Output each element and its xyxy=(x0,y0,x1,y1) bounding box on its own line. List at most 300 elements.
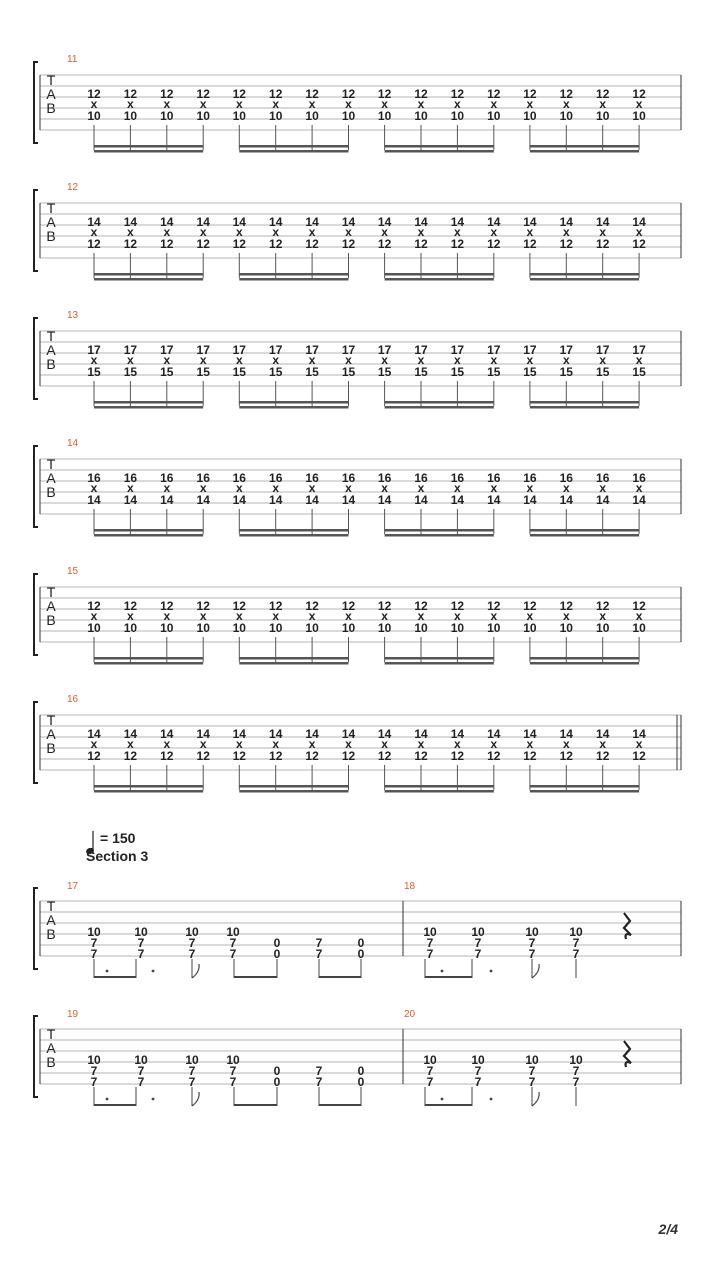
fret-number: 12 xyxy=(196,237,210,251)
tab-clef-letter: T xyxy=(46,584,56,600)
fret-number: 12 xyxy=(305,237,319,251)
dead-note: x xyxy=(90,481,98,495)
fret-number: 12 xyxy=(123,749,138,763)
dead-note: x xyxy=(599,609,607,623)
dead-note: x xyxy=(199,737,207,751)
beam xyxy=(94,273,203,276)
fret-number: 12 xyxy=(596,749,610,763)
fret-number: 17 xyxy=(559,343,573,357)
tab-clef-letter: A xyxy=(46,1040,56,1056)
fret-number: 12 xyxy=(341,599,356,613)
dead-note: x xyxy=(127,353,134,367)
fret-number: 14 xyxy=(305,215,319,229)
dead-note: x xyxy=(635,737,643,751)
dead-note: x xyxy=(526,609,534,623)
fret-number: 14 xyxy=(632,215,646,229)
beam xyxy=(385,278,494,281)
fret-number: 7 xyxy=(188,1075,196,1089)
tab-clef-letter: A xyxy=(46,470,56,486)
beam xyxy=(385,790,494,793)
fret-number: 14 xyxy=(377,215,392,229)
tab-clef-letter: B xyxy=(46,740,56,756)
fret-number: 7 xyxy=(315,936,323,950)
beam xyxy=(530,406,639,409)
dead-note: x xyxy=(308,737,316,751)
system-bracket xyxy=(34,318,38,399)
fret-number: 10 xyxy=(450,109,465,123)
fret-number: 10 xyxy=(87,621,101,635)
beam xyxy=(425,976,472,978)
dead-note: x xyxy=(490,737,498,751)
fret-number: 16 xyxy=(377,471,392,485)
fret-number: 12 xyxy=(596,599,610,613)
dead-note: x xyxy=(345,609,352,623)
fret-number: 10 xyxy=(471,925,485,939)
fret-number: 10 xyxy=(160,621,174,635)
fret-number: 12 xyxy=(160,237,174,251)
beam xyxy=(94,150,203,153)
beam xyxy=(530,785,639,788)
fret-number: 16 xyxy=(341,471,356,485)
dead-note: x xyxy=(127,737,134,751)
fret-number: 17 xyxy=(87,343,101,357)
fret-number: 14 xyxy=(196,215,210,229)
fret-number: 10 xyxy=(596,109,610,123)
fret-number: 7 xyxy=(229,1075,237,1089)
dead-note: x xyxy=(417,609,425,623)
fret-number: 17 xyxy=(305,343,319,357)
fret-number: 17 xyxy=(414,343,428,357)
dead-note: x xyxy=(345,737,352,751)
fret-number: 7 xyxy=(229,1064,237,1078)
fret-number: 14 xyxy=(269,215,283,229)
dead-note: x xyxy=(235,225,243,239)
fret-number: 0 xyxy=(357,1064,365,1078)
fret-number: 10 xyxy=(87,109,101,123)
fret-number: 10 xyxy=(569,1053,583,1067)
fret-number: 12 xyxy=(487,87,501,101)
fret-number: 14 xyxy=(523,493,537,507)
beam xyxy=(94,662,203,665)
fret-number: 12 xyxy=(232,87,246,101)
dead-note: x xyxy=(454,353,461,367)
fret-number: 7 xyxy=(90,1064,98,1078)
fret-number: 10 xyxy=(185,1053,199,1067)
dead-note: x xyxy=(490,609,498,623)
dead-note: x xyxy=(490,481,498,495)
fret-number: 12 xyxy=(269,237,283,251)
dead-note: x xyxy=(417,97,425,111)
beam xyxy=(94,1104,136,1106)
fret-number: 12 xyxy=(305,749,319,763)
fret-number: 14 xyxy=(377,727,392,741)
fret-number: 10 xyxy=(269,621,283,635)
fret-number: 7 xyxy=(572,947,580,961)
beam xyxy=(385,401,494,404)
fret-number: 7 xyxy=(572,1064,580,1078)
fret-number: 12 xyxy=(160,749,174,763)
dead-note: x xyxy=(163,481,171,495)
fret-number: 12 xyxy=(523,87,537,101)
beam xyxy=(94,790,203,793)
fret-number: 14 xyxy=(196,727,210,741)
fret-number: 10 xyxy=(632,621,646,635)
dead-note: x xyxy=(163,353,171,367)
fret-number: 16 xyxy=(487,471,501,485)
dead-note: x xyxy=(599,481,607,495)
fret-number: 14 xyxy=(632,727,646,741)
tab-system xyxy=(34,182,681,281)
fret-number: 10 xyxy=(423,1053,437,1067)
dead-note: x xyxy=(599,97,607,111)
beam xyxy=(530,657,639,660)
fret-number: 0 xyxy=(273,947,281,961)
fret-number: 7 xyxy=(315,1064,323,1078)
dead-note: x xyxy=(417,353,425,367)
fret-number: 14 xyxy=(487,727,501,741)
fret-number: 7 xyxy=(137,936,145,950)
fret-number: 14 xyxy=(341,727,356,741)
fret-number: 10 xyxy=(305,621,319,635)
fret-number: 7 xyxy=(474,1064,482,1078)
tab-system xyxy=(34,310,681,409)
fret-number: 16 xyxy=(450,471,465,485)
fret-number: 14 xyxy=(269,727,283,741)
fret-number: 15 xyxy=(269,365,283,379)
dot xyxy=(441,970,444,973)
fret-number: 14 xyxy=(232,215,246,229)
fret-number: 17 xyxy=(377,343,392,357)
dead-note: x xyxy=(308,481,316,495)
tab-system xyxy=(34,1009,681,1106)
tab-clef-letter: A xyxy=(46,598,56,614)
beam xyxy=(530,662,639,665)
tab-clef-letter: B xyxy=(46,228,56,244)
tab-clef-letter: A xyxy=(46,214,56,230)
dead-note: x xyxy=(417,225,425,239)
measure-number: 18 xyxy=(404,881,416,892)
fret-number: 7 xyxy=(188,1064,196,1078)
dead-note: x xyxy=(199,225,207,239)
beam xyxy=(385,150,494,153)
fret-number: 15 xyxy=(559,365,573,379)
fret-number: 10 xyxy=(632,109,646,123)
fret-number: 14 xyxy=(341,215,356,229)
fret-number: 14 xyxy=(559,727,573,741)
fret-number: 10 xyxy=(487,621,501,635)
beam xyxy=(239,662,348,665)
system-bracket xyxy=(34,190,38,271)
dead-note: x xyxy=(345,353,352,367)
fret-number: 14 xyxy=(123,493,138,507)
quarter-rest-icon xyxy=(624,913,631,939)
tab-system xyxy=(34,438,681,537)
dead-note: x xyxy=(90,609,98,623)
dead-note: x xyxy=(562,609,570,623)
tab-clef-letter: T xyxy=(46,712,56,728)
fret-number: 14 xyxy=(341,493,356,507)
fret-number: 7 xyxy=(528,936,536,950)
dead-note: x xyxy=(235,97,243,111)
fret-number: 7 xyxy=(528,1075,536,1089)
fret-number: 12 xyxy=(123,87,138,101)
fret-number: 15 xyxy=(232,365,246,379)
fret-number: 7 xyxy=(229,947,237,961)
fret-number: 16 xyxy=(269,471,283,485)
fret-number: 7 xyxy=(572,936,580,950)
beam xyxy=(94,785,203,788)
beam xyxy=(239,273,348,276)
fret-number: 14 xyxy=(377,493,392,507)
fret-number: 12 xyxy=(196,749,210,763)
fret-number: 7 xyxy=(528,947,536,961)
fret-number: 0 xyxy=(273,936,281,950)
dead-note: x xyxy=(308,97,316,111)
fret-number: 14 xyxy=(160,727,174,741)
dead-note: x xyxy=(417,481,425,495)
measure-number: 20 xyxy=(404,1009,416,1020)
fret-number: 15 xyxy=(487,365,501,379)
fret-number: 10 xyxy=(196,109,210,123)
fret-number: 12 xyxy=(305,87,319,101)
measure-number: 15 xyxy=(67,566,79,577)
dead-note: x xyxy=(163,609,171,623)
fret-number: 10 xyxy=(305,109,319,123)
dead-note: x xyxy=(272,737,280,751)
fret-number: 17 xyxy=(160,343,174,357)
fret-number: 12 xyxy=(87,87,101,101)
fret-number: 10 xyxy=(226,925,240,939)
tab-clef-letter: B xyxy=(46,356,56,372)
beam xyxy=(239,401,348,404)
fret-number: 10 xyxy=(269,109,283,123)
beam xyxy=(530,150,639,153)
note-flag xyxy=(192,964,199,978)
fret-number: 12 xyxy=(632,599,646,613)
fret-number: 10 xyxy=(523,109,537,123)
dead-note: x xyxy=(635,481,643,495)
fret-number: 12 xyxy=(123,599,138,613)
beam xyxy=(530,401,639,404)
tab-clef-letter: A xyxy=(46,342,56,358)
fret-number: 12 xyxy=(305,599,319,613)
beam xyxy=(234,976,277,978)
fret-number: 16 xyxy=(414,471,428,485)
dead-note: x xyxy=(454,97,461,111)
fret-number: 12 xyxy=(523,749,537,763)
measure-number: 13 xyxy=(67,310,79,321)
fret-number: 12 xyxy=(559,237,573,251)
fret-number: 10 xyxy=(87,925,101,939)
beam xyxy=(530,145,639,148)
fret-number: 12 xyxy=(232,749,246,763)
fret-number: 14 xyxy=(632,493,646,507)
dead-note: x xyxy=(272,97,280,111)
fret-number: 15 xyxy=(632,365,646,379)
fret-number: 14 xyxy=(269,493,283,507)
fret-number: 10 xyxy=(559,621,573,635)
dead-note: x xyxy=(454,225,461,239)
fret-number: 10 xyxy=(569,925,583,939)
tab-clef-letter: T xyxy=(46,200,56,216)
tab-clef-letter: T xyxy=(46,898,56,914)
beam xyxy=(385,662,494,665)
fret-number: 7 xyxy=(137,1075,145,1089)
fret-number: 12 xyxy=(632,749,646,763)
dead-note: x xyxy=(526,225,534,239)
dead-note: x xyxy=(345,225,352,239)
dead-note: x xyxy=(127,97,134,111)
fret-number: 7 xyxy=(474,936,482,950)
fret-number: 14 xyxy=(196,493,210,507)
fret-number: 10 xyxy=(134,925,148,939)
fret-number: 10 xyxy=(525,925,539,939)
fret-number: 10 xyxy=(377,621,392,635)
note-flag xyxy=(532,964,539,978)
fret-number: 14 xyxy=(87,215,101,229)
dead-note: x xyxy=(199,481,207,495)
measure-number: 17 xyxy=(67,881,79,892)
fret-number: 12 xyxy=(341,87,356,101)
beam xyxy=(239,278,348,281)
dead-note: x xyxy=(526,737,534,751)
fret-number: 15 xyxy=(87,365,101,379)
fret-number: 15 xyxy=(341,365,356,379)
fret-number: 17 xyxy=(596,343,610,357)
fret-number: 10 xyxy=(377,109,392,123)
fret-number: 16 xyxy=(559,471,573,485)
fret-number: 16 xyxy=(123,471,138,485)
beam xyxy=(94,401,203,404)
dead-note: x xyxy=(272,225,280,239)
dead-note: x xyxy=(562,225,570,239)
fret-number: 12 xyxy=(414,599,428,613)
beam xyxy=(530,273,639,276)
dead-note: x xyxy=(127,225,134,239)
tab-system xyxy=(34,54,681,153)
section-label: Section 3 xyxy=(86,848,149,864)
fret-number: 16 xyxy=(632,471,646,485)
tempo-value: = 150 xyxy=(100,830,136,846)
dead-note: x xyxy=(199,609,207,623)
fret-number: 12 xyxy=(596,87,610,101)
fret-number: 15 xyxy=(523,365,537,379)
dead-note: x xyxy=(562,737,570,751)
fret-number: 10 xyxy=(87,1053,101,1067)
beam xyxy=(385,785,494,788)
beam xyxy=(94,976,136,978)
beam xyxy=(385,145,494,148)
dot xyxy=(490,970,493,973)
fret-number: 12 xyxy=(450,87,465,101)
tab-system xyxy=(34,566,681,665)
system-bracket xyxy=(34,702,38,783)
beam xyxy=(385,534,494,537)
beam xyxy=(239,406,348,409)
fret-number: 15 xyxy=(377,365,392,379)
fret-number: 12 xyxy=(487,749,501,763)
dead-note: x xyxy=(272,609,280,623)
fret-number: 7 xyxy=(90,947,98,961)
fret-number: 12 xyxy=(87,599,101,613)
fret-number: 12 xyxy=(87,237,101,251)
fret-number: 17 xyxy=(341,343,356,357)
fret-number: 12 xyxy=(487,599,501,613)
fret-number: 14 xyxy=(232,493,246,507)
measure-number: 11 xyxy=(67,54,78,65)
fret-number: 7 xyxy=(572,1075,580,1089)
dead-note: x xyxy=(381,353,388,367)
fret-number: 16 xyxy=(87,471,101,485)
fret-number: 16 xyxy=(232,471,246,485)
dead-note: x xyxy=(381,225,388,239)
dead-note: x xyxy=(635,353,643,367)
dead-note: x xyxy=(235,481,243,495)
dead-note: x xyxy=(526,481,534,495)
tab-clef-letter: B xyxy=(46,926,56,942)
system-bracket xyxy=(34,446,38,527)
beam xyxy=(530,534,639,537)
beam xyxy=(385,273,494,276)
dead-note: x xyxy=(272,481,280,495)
dot xyxy=(152,970,155,973)
fret-number: 12 xyxy=(414,749,428,763)
beam xyxy=(319,976,361,978)
beam xyxy=(94,657,203,660)
fret-number: 10 xyxy=(134,1053,148,1067)
dead-note: x xyxy=(235,737,243,751)
dead-note: x xyxy=(381,609,388,623)
tab-clef-letter: T xyxy=(46,456,56,472)
fret-number: 7 xyxy=(137,947,145,961)
fret-number: 14 xyxy=(305,493,319,507)
dead-note: x xyxy=(599,225,607,239)
fret-number: 14 xyxy=(232,727,246,741)
fret-number: 10 xyxy=(423,925,437,939)
fret-number: 17 xyxy=(232,343,246,357)
fret-number: 10 xyxy=(450,621,465,635)
fret-number: 12 xyxy=(377,237,392,251)
fret-number: 15 xyxy=(596,365,610,379)
fret-number: 12 xyxy=(523,599,537,613)
dead-note: x xyxy=(562,481,570,495)
dead-note: x xyxy=(454,737,461,751)
dot xyxy=(441,1098,444,1101)
fret-number: 17 xyxy=(196,343,210,357)
tab-clef-letter: B xyxy=(46,1054,56,1070)
fret-number: 12 xyxy=(487,237,501,251)
dead-note: x xyxy=(90,737,98,751)
fret-number: 12 xyxy=(232,237,246,251)
fret-number: 12 xyxy=(450,237,465,251)
fret-number: 15 xyxy=(160,365,174,379)
fret-number: 15 xyxy=(123,365,138,379)
fret-number: 0 xyxy=(273,1064,281,1078)
beam xyxy=(385,529,494,532)
fret-number: 10 xyxy=(559,109,573,123)
fret-number: 10 xyxy=(471,1053,485,1067)
beam xyxy=(239,529,348,532)
fret-number: 12 xyxy=(450,599,465,613)
dead-note: x xyxy=(635,225,643,239)
fret-number: 12 xyxy=(414,87,428,101)
fret-number: 12 xyxy=(341,237,356,251)
beam xyxy=(94,145,203,148)
fret-number: 14 xyxy=(487,215,501,229)
tempo-marking xyxy=(86,828,226,868)
fret-number: 10 xyxy=(487,109,501,123)
beam xyxy=(239,534,348,537)
